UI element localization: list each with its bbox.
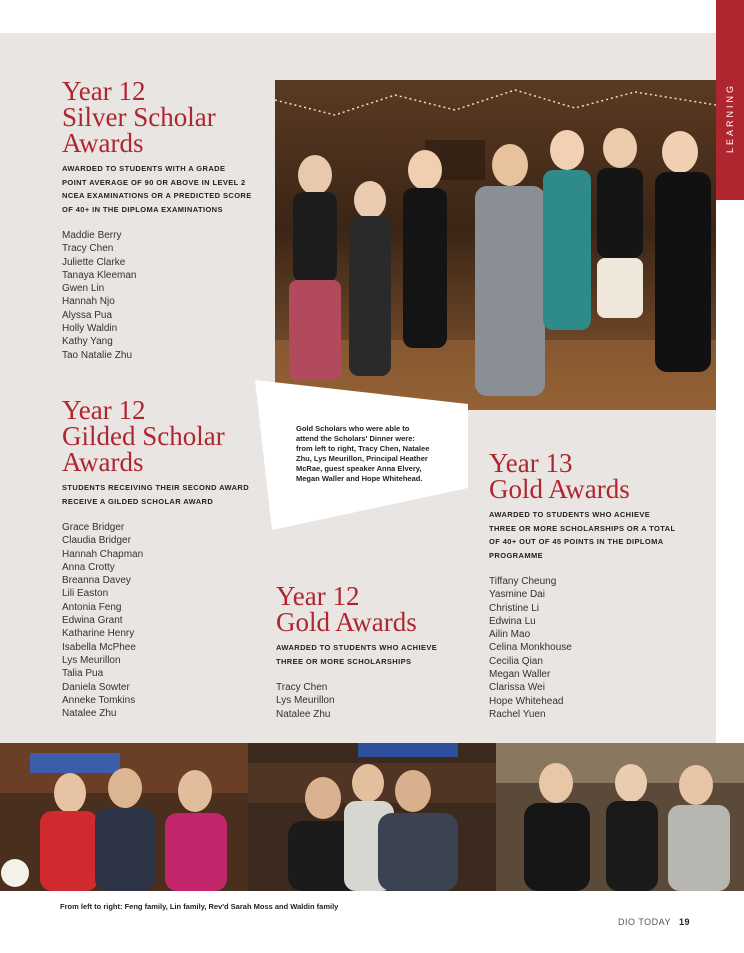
list-item: Anneke Tomkins	[62, 694, 136, 706]
list-item: Hannah Chapman	[62, 548, 144, 560]
list-item: Kathy Yang	[62, 336, 113, 348]
list-item: Cecilia Qian	[489, 655, 543, 667]
list-item: Hannah Njo	[62, 296, 115, 308]
year12-gold-criteria: AWARDED TO STUDENTS WHO ACHIEVE THREE OR MORE SCHOLARSHIPS	[276, 643, 438, 666]
lin-family-image	[248, 743, 496, 891]
gold-scholars-group-photo	[275, 80, 716, 410]
list-item: Talia Pua	[62, 668, 104, 680]
list-item: Natalee Zhu	[62, 708, 117, 720]
year12-gold-list	[276, 681, 335, 721]
silver-scholar-criteria: AWARDED TO STUDENTS WITH A GRADE POINT AVERAGE OF 90 OR ABOVE IN LEVEL 2 NCEA EXAMINATIONS OR A PREDICTED SCORE OF 40+ IN THE DIPLOMA EXAMINATIONS	[62, 164, 252, 214]
list-item: Ailin Mao	[489, 629, 531, 641]
year13-gold-heading: Year 13 Gold Awards	[489, 448, 630, 504]
list-item: Tao Natalie Zhu	[62, 349, 133, 361]
list-item: Edwina Lu	[489, 615, 536, 627]
section-tab-label: LEARNING	[725, 82, 735, 154]
list-item: Gwen Lin	[62, 283, 105, 295]
page-footer	[618, 917, 690, 927]
year13-gold-list	[489, 575, 572, 721]
list-item: Isabella McPhee	[62, 641, 136, 653]
gilded-scholar-criteria: STUDENTS RECEIVING THEIR SECOND AWARD RECEIVE A GILDED SCHOLAR AWARD	[62, 483, 250, 506]
list-item: Tracy Chen	[276, 682, 328, 693]
section-tab-label-wrap	[716, 0, 744, 200]
list-item: Megan Waller	[489, 669, 551, 681]
list-item: Grace Bridger	[62, 522, 125, 533]
list-item: Tanaya Kleeman	[62, 269, 137, 281]
list-item: Katharine Henry	[62, 628, 135, 640]
list-item: Clarissa Wei	[489, 682, 545, 694]
year12-gold-heading: Year 12 Gold Awards	[276, 581, 417, 637]
group-photo-image	[275, 80, 716, 410]
list-item: Christine Li	[489, 602, 540, 614]
lin-family-photo	[248, 743, 496, 891]
list-item: Celina Monkhouse	[489, 642, 572, 654]
list-item: Lys Meurillon	[276, 695, 335, 707]
group-photo-caption: Gold Scholars who were able to attend the Scholars' Dinner were: from left to right, Tracy Chen, Natalee Zhu, Lys Meurillon, Principal Heather McRae, guest speaker Anna Elvery, Megan Waller and Hope Whitehead.	[296, 424, 430, 483]
list-item: Edwina Grant	[62, 615, 123, 627]
moss-waldin-family-photo	[496, 743, 744, 891]
list-item: Breanna Davey	[62, 575, 131, 587]
list-item: Anna Crotty	[62, 561, 115, 573]
list-item: Antonia Feng	[62, 601, 122, 613]
list-item: Alyssa Pua	[62, 309, 113, 321]
bottom-photo-caption: From left to right: Feng family, Lin family, Rev'd Sarah Moss and Waldin family	[60, 902, 339, 911]
silver-scholar-list	[62, 229, 137, 362]
list-item: Hope Whitehead	[489, 695, 564, 707]
list-item: Tracy Chen	[62, 243, 114, 255]
page-number: 19	[679, 917, 691, 927]
list-item: Claudia Bridger	[62, 535, 131, 547]
list-item: Juliette Clarke	[62, 256, 126, 268]
publication-name: DIO TODAY	[618, 917, 672, 927]
feng-family-photo	[0, 743, 248, 891]
feng-family-image	[0, 743, 248, 891]
list-item: Tiffany Cheung	[489, 576, 557, 587]
list-item: Rachel Yuen	[489, 708, 546, 720]
list-item: Yasmine Dai	[489, 589, 545, 601]
year13-gold-criteria: AWARDED TO STUDENTS WHO ACHIEVE THREE OR MORE SCHOLARSHIPS OR A TOTAL OF 40+ OUT OF 45 POINTS IN THE DIPLOMA PROGRAMME	[489, 510, 676, 560]
moss-waldin-family-image	[496, 743, 744, 891]
list-item: Holly Waldin	[62, 323, 118, 335]
list-item: Lili Easton	[62, 588, 109, 600]
list-item: Maddie Berry	[62, 230, 122, 241]
gilded-scholar-list	[62, 521, 143, 720]
list-item: Lys Meurillon	[62, 654, 121, 666]
gilded-scholar-heading: Year 12 Gilded Scholar Awards	[62, 395, 225, 477]
list-item: Natalee Zhu	[276, 708, 331, 720]
silver-scholar-heading: Year 12 Silver Scholar Awards	[62, 76, 216, 158]
list-item: Daniela Sowter	[62, 681, 130, 693]
